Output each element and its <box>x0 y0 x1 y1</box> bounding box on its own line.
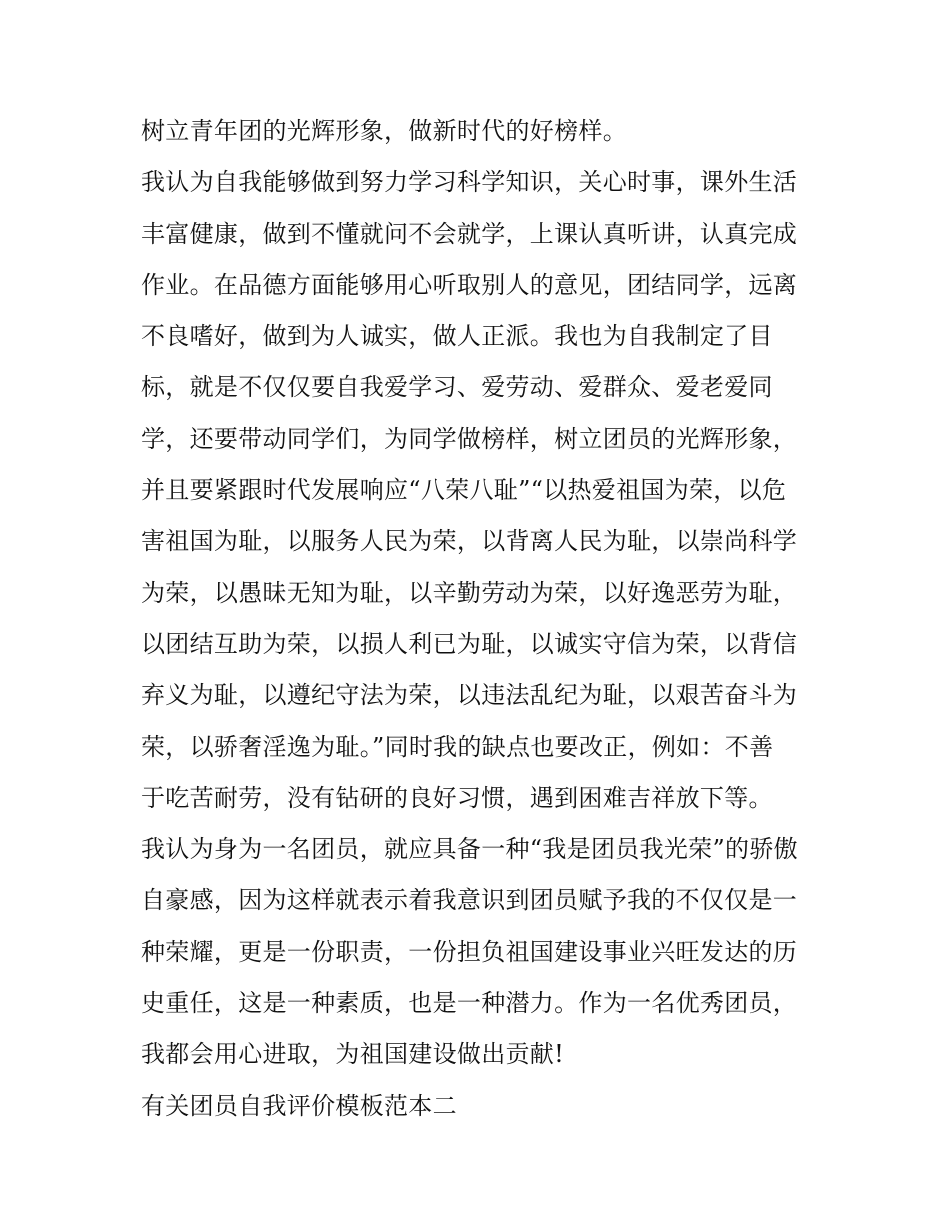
text-line: 学，还要带动同学们，为同学做榜样，树立团员的光辉形象， <box>141 424 798 453</box>
text-line: 并且要紧跟时代发展响应“八荣八耻”“以热爱祖国为荣，以危 <box>141 476 787 505</box>
text-line: 我都会用心进取，为祖国建设做出贡献! <box>141 1040 565 1069</box>
text-line: 丰富健康，做到不懂就问不会就学，上课认真听讲，认真完成 <box>141 219 798 248</box>
text-line: 不良嗜好，做到为人诚实，做人正派。我也为自我制定了目 <box>141 322 773 351</box>
text-line: 史重任，这是一种素质，也是一种潜力。作为一名优秀团员， <box>141 989 798 1018</box>
text-line: 弃义为耻，以遵纪守法为荣，以违法乱纪为耻，以艰苦奋斗为 <box>141 681 798 710</box>
text-line: 我认为自我能够做到努力学习科学知识，关心时事，课外生活 <box>141 168 798 197</box>
text-line: 种荣耀，更是一份职责，一份担负祖国建设事业兴旺发达的历 <box>141 937 798 966</box>
text-line: 我认为身为一名团员，就应具备一种“我是团员我光荣”的骄傲 <box>141 835 798 864</box>
text-line: 标，就是不仅仅要自我爱学习、爱劳动、爱群众、爱老爱同 <box>141 373 773 402</box>
text-line: 为荣，以愚昧无知为耻，以辛勤劳动为荣，以好逸恶劳为耻， <box>141 578 798 607</box>
text-line: 以团结互助为荣，以损人利已为耻，以诚实守信为荣，以背信 <box>141 629 798 658</box>
text-line: 自豪感，因为这样就表示着我意识到团员赋予我的不仅仅是一 <box>141 886 798 915</box>
document-body <box>141 106 821 1132</box>
text-line: 于吃苦耐劳，没有钻研的良好习惯，遇到困难吉祥放下等。 <box>141 783 773 812</box>
text-line: 害祖国为耻，以服务人民为荣，以背离人民为耻，以崇尚科学 <box>141 527 798 556</box>
text-line: 荣，以骄奢淫逸为耻。”同时我的缺点也要改正，例如：不善 <box>141 732 774 761</box>
section-heading: 有关团员自我评价模板范本二 <box>141 1091 457 1120</box>
text-line: 树立青年团的光辉形象，做新时代的好榜样。 <box>141 117 627 145</box>
text-line: 作业。在品德方面能够用心听取别人的意见，团结同学，远离 <box>141 270 798 299</box>
